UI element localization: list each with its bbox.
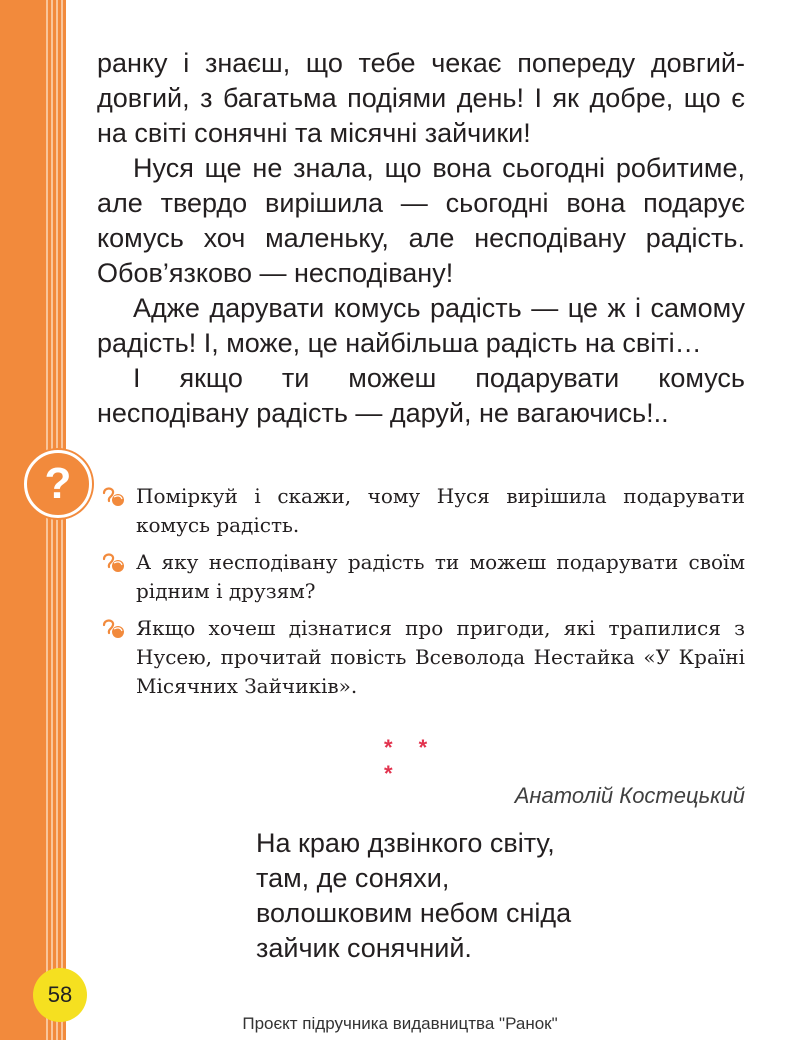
paragraph: Нуся ще не знала, що вона сьогодні робитиме, але твердо вирішила — сьогодні вона подарує комусь хоч маленьку, але несподівану радість. Обов’язково — несподівану! — [97, 153, 745, 288]
poem-line: там, де соняхи, — [256, 863, 450, 893]
poem-author: Анатолій Костецький — [514, 783, 745, 808]
side-stripes — [46, 0, 66, 1040]
question-marker-icon — [100, 617, 126, 641]
question-text: А яку несподівану радість ти можеш подарувати своїм рідним і друзям? — [136, 550, 745, 603]
list-item — [100, 614, 745, 701]
section-separator: * * * — [384, 735, 438, 786]
list-item — [100, 482, 745, 540]
footer-note: Проєкт підручника видавництва "Ранок" — [242, 1014, 558, 1033]
paragraph: ранку і знаєш, що тебе чекає попереду довгий-довгий, з багатьма подіями день! І як добре, що є на світі сонячні та місячні зайчики! — [97, 48, 745, 148]
poem-line: волошковим небом сніда — [256, 898, 572, 928]
list-item — [100, 548, 745, 606]
question-text: Якщо хочеш дізнатися про пригоди, які трапилися з Нусею, прочитай повість Всеволода Нестайка «У Країні Місячних Зайчиків». — [136, 616, 745, 698]
story-text — [97, 46, 745, 431]
questions-list — [100, 482, 745, 709]
question-marker-icon — [100, 551, 126, 575]
poem — [256, 826, 656, 966]
question-text: Поміркуй і скажи, чому Нуся вирішила подарувати комусь радість. — [136, 484, 745, 537]
question-icon: ? — [24, 450, 92, 518]
poem-line: зайчик сонячний. — [256, 933, 472, 963]
question-marker-icon — [100, 485, 126, 509]
paragraph: І якщо ти можеш подарувати комусь несподівану радість — даруй, не вагаючись!.. — [97, 363, 745, 428]
page-number: 58 — [33, 968, 87, 1022]
paragraph: Адже дарувати комусь радість — це ж і самому радість! І, може, це найбільша радість на світі… — [97, 293, 745, 358]
poem-line: На краю дзвінкого світу, — [256, 828, 555, 858]
